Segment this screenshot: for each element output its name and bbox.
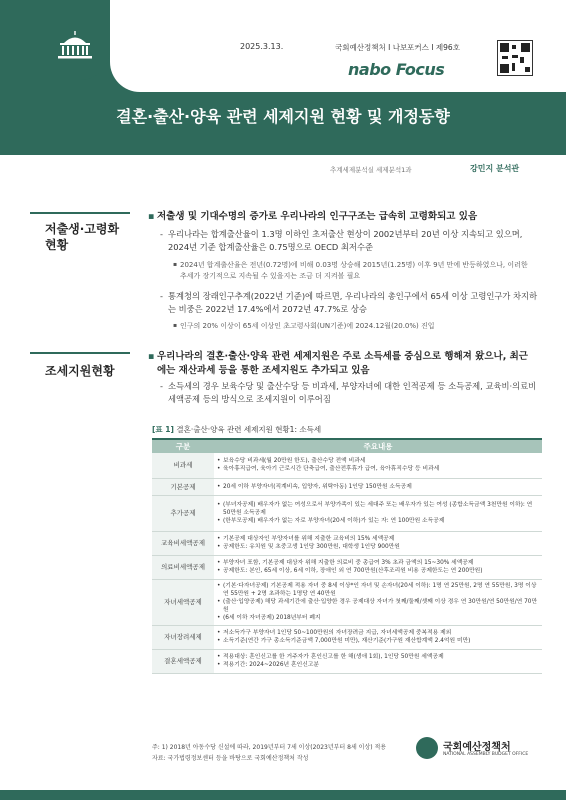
footer-band [0,790,566,800]
sub-note: ▪ 인구의 20% 이상이 65세 이상인 초고령사회(UN기준)에 2024.12월(20.0%) 진입 [180,321,535,332]
qr-code-icon [497,40,533,76]
table-caption: [표 1] 결혼·출산·양육 관련 세제지원 현황1: 소득세 [152,425,322,434]
section-headline: ▪ 저출생 및 기대수명의 증가로 우리나라의 인구구조는 급속히 고령화되고 있음 [157,210,537,224]
header-logo-tab [0,0,110,80]
row-description [214,625,542,649]
table-row [152,531,542,555]
row-item: • 육아휴직급여, 육아기 근로시간 단축급여, 출산전후휴가 급여, 육아휴직수당 등 비과세 [217,465,539,473]
publish-date: 2025.3.13. [240,42,284,51]
row-description [214,579,542,625]
table-row [152,453,542,478]
section-divider [30,212,130,214]
table-header-category: 구분 [152,439,214,453]
nabo-footer-logo: 국회예산정책처 NATIONAL ASSEMBLY BUDGET OFFICE [416,735,546,765]
row-category: 기본공제 [152,478,214,495]
row-item: • 적용대상: 혼인신고를 한 거주자가 혼인신고를 한 해(생애 1회), 1인당 50만원 세액공제 [217,653,539,661]
author-name: 강민지 분석관 [470,164,520,173]
table-source: 자료: 국가법령정보센터 등을 바탕으로 국회예산정책처 작성 [152,755,309,762]
page-title: 결혼·출산·양육 관련 세제지원 현황 및 개정동향 [116,107,450,126]
table-row [152,555,542,579]
row-item: • 20세 이하 부양자녀(직계비속, 입양자, 위탁아동) 1인당 150만원 소득공제 [217,483,539,491]
row-description [214,453,542,478]
row-item: • (출산·입양공제) 해당 과세기간에 출산·입양한 경우 공제대상 자녀가 첫째/둘째/셋째 이상 경우 연 30만원/연 50만원/연 70만원 [217,598,539,614]
row-item: • 공제한도: 유치원 및 초중고생 1인당 300만원, 대학생 1인당 900만원 [217,543,539,551]
row-item: • (한부모공제) 배우자가 없는 자로 부양자녀(20세 이하)가 있는 자: 연 100만원 소득공제 [217,517,539,525]
row-item: • 기본공제 대상자인 부양자녀를 위해 지출한 교육비의 15% 세액공제 [217,535,539,543]
row-item: • 소득기준(연간 가구 총소득기준금액 7,000만원 미만), 재산기준(가구원 재산합계액 2.4억원 미만) [217,637,539,645]
section-label-demographics: 저출생·고령화 현황 [45,222,120,252]
row-item: • 보육수당 비과세(월 20만원 한도), 출산수당 전액 비과세 [217,457,539,465]
section-divider [30,352,130,354]
row-item: • 부양자녀 포함, 기본공제 대상자 위해 지출한 의료비 중 총급여 3% 초과 금액의 15~30% 세액공제 [217,559,539,567]
table-row [152,625,542,649]
nabo-emblem-icon [416,737,438,759]
paragraph: - 소득세의 경우 보육수당 및 출산수당 등 비과세, 부양자녀에 대한 인적공제 등 소득공제, 교육비·의료비 세액공제 등의 방식으로 조세지원이 이루어짐 [168,380,538,406]
row-item: • 공제한도: 본인, 65세 이상, 6세 이하, 장애인 외 연 700만원(산후조리원 비용 공제한도는 연 200만원) [217,567,539,575]
row-item: • (기본·다자녀공제) 기본공제 적용 자녀 중 8세 이상*인 자녀 및 손자녀(20세 이하): 1명 연 25만원, 2명 연 55만원, 3명 이상 연 55만원 + 2명 초과하는 1명당 연 40만원 [217,582,539,598]
table-row [152,495,542,531]
row-category: 추가공제 [152,495,214,531]
section-label-tax-support: 조세지원현황 [45,364,115,378]
row-item: • (부녀자공제) 배우자가 없는 여성으로서 부양가족이 있는 세대주 또는 배우자가 있는 여성 (종합소득금액 3천만원 이하): 연 50만원 소득공제 [217,501,539,517]
table-footnote: 주: 1) 2018년 아동수당 신설에 따라, 2019년부터 7세 이상(2023년부터 8세 이상) 적용 [152,744,387,751]
row-item: • (6세 이하 자녀공제) 2018년부터 폐지 [217,614,539,622]
sub-note: ▪ 2024년 합계출산율은 전년(0.72명)에 비해 0.03명 상승해 2015년(1.25명) 이후 9년 만에 반등하였으나, 이러한 추세가 장기적으로 지속될 수 있을지는 조금 더 지켜볼 필요 [180,260,535,281]
row-description [214,495,542,531]
nabo-focus-logo: nabo Focus [348,60,445,79]
paragraph: - 우리나라는 합계출산율이 1.3명 이하인 초저출산 현상이 2002년부터 20년 이상 지속되고 있으며, 2024년 기준 합계출산율은 0.75명으로 OECD 최저수준 [168,228,538,254]
publication-info: 국회예산정책처 Ι 나보포커스 Ι 제96호 [335,43,460,52]
row-description [214,478,542,495]
row-item: • 적용기간: 2024~2026년 혼인신고분 [217,661,539,669]
row-category: 자녀세액공제 [152,579,214,625]
row-category: 교육비세액공제 [152,531,214,555]
paragraph: - 통계청의 장래인구추계(2022년 기준)에 따르면, 우리나라의 총인구에서 65세 이상 고령인구가 차지하는 비중은 2022년 17.4%에서 2072년 47.7%로 상승 [168,290,538,316]
row-description [214,555,542,579]
row-description [214,649,542,673]
tax-support-table [152,438,542,674]
row-category: 결혼세액공제 [152,649,214,673]
table-row [152,478,542,495]
row-item: • 저소득가구 부양자녀 1인당 50~100만원의 자녀장려금 지급, 자녀세액공제 중복적용 제외 [217,629,539,637]
author-department: 추계세제분석실 세제분석1과 [330,166,412,174]
section-headline: ▪ 우리나라의 결혼·출산·양육 관련 세제지원은 주로 소득세를 중심으로 행해져 왔으나, 최근에는 재산과세 등을 통한 조세지원도 추가되고 있음 [157,350,537,378]
table-row [152,579,542,625]
table-header-content: 주요내용 [214,439,542,453]
row-category: 의료비세액공제 [152,555,214,579]
assembly-building-icon [56,30,94,60]
row-category: 비과세 [152,453,214,478]
table-row [152,649,542,673]
row-description [214,531,542,555]
row-category: 자녀장려세제 [152,625,214,649]
